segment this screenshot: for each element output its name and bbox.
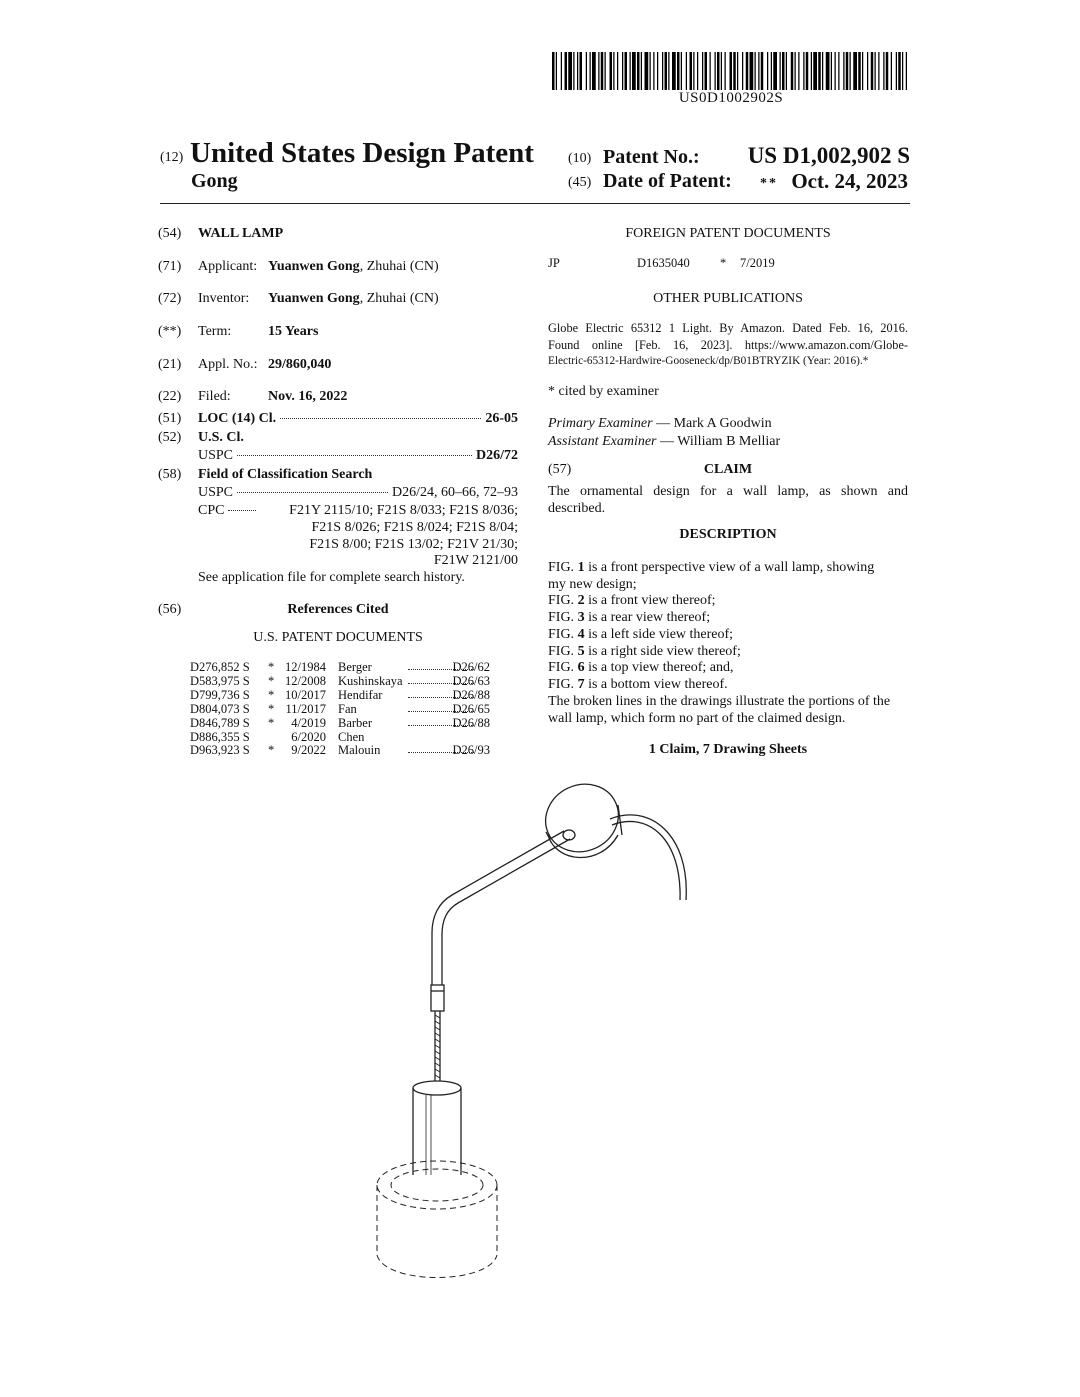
cpc-row <box>198 503 518 519</box>
reference-date: 9/2022 <box>291 743 326 758</box>
reference-no: D804,073 S <box>190 701 250 716</box>
barcode-bar <box>705 52 708 90</box>
reference-class: D26/93 <box>452 743 490 758</box>
barcode-bar <box>577 52 578 90</box>
appl-value: 29/860,040 <box>268 357 332 372</box>
reference-star: * <box>268 673 275 688</box>
barcode-bar <box>665 52 668 90</box>
other-publication-line-3: Electric-65312-Hardwire-Gooseneck/dp/B01BTRYZIK (Year: 2016).* <box>548 355 869 367</box>
loc-label: LOC (14) Cl. <box>198 411 277 426</box>
reference-name: Berger <box>338 660 372 674</box>
reference-date: 10/2017 <box>285 687 326 702</box>
barcode-bar <box>733 52 736 90</box>
barcode-bar <box>657 52 658 90</box>
uspc-row <box>198 448 518 464</box>
title-code: (54) <box>158 226 182 241</box>
other-publication-line-2: Found online [Feb. 16, 2023]. https://www.amazon.com/Globe- <box>548 337 908 352</box>
primary-examiner-label: Primary Examiner <box>548 416 653 431</box>
barcode-bar <box>632 52 636 90</box>
foreign-doc-star: * <box>720 256 727 270</box>
barcode-bar <box>871 52 874 90</box>
figure-description-line <box>548 593 910 610</box>
applicant-code: (71) <box>158 259 182 274</box>
assistant-examiner-label: Assistant Examiner <box>548 434 657 449</box>
inventor-field <box>268 291 439 307</box>
barcode-bar <box>755 52 756 90</box>
barcode-bar <box>818 52 821 90</box>
figure-post: is a left side view thereof; <box>584 626 734 642</box>
barcode-bar <box>761 52 764 90</box>
field-uspc-row <box>198 485 518 501</box>
reference-class: D26/63 <box>452 673 490 688</box>
reference-row <box>190 660 490 674</box>
barcode-bar <box>875 52 876 90</box>
figure-n: 2 <box>577 593 585 609</box>
barcode-bar <box>902 52 903 90</box>
figure-n: 5 <box>577 643 585 659</box>
reference-row <box>190 730 490 744</box>
barcode-number: US0D1002902S <box>678 90 784 106</box>
applicant-field <box>268 259 439 275</box>
appl-code: (21) <box>158 357 182 372</box>
reference-name: Fan <box>338 701 357 716</box>
barcode-bar <box>826 52 830 90</box>
barcode-bar <box>846 52 849 90</box>
barcode-bar <box>750 52 754 90</box>
reference-no: D276,852 S <box>190 660 250 674</box>
barcode-bar <box>822 52 823 90</box>
inventor-name: Yuanwen Gong <box>268 291 360 306</box>
barcode-bar <box>858 52 861 90</box>
figure-post: is a right side view thereof; <box>584 643 741 659</box>
barcode-bar <box>898 52 901 90</box>
field-uspc-label: USPC <box>198 485 234 500</box>
applicant-name: Yuanwen Gong <box>268 259 360 274</box>
barcode-bar <box>786 52 787 90</box>
reference-date: 12/1984 <box>285 660 326 674</box>
barcode-bar <box>896 52 897 90</box>
other-publication-line-1: Globe Electric 65312 1 Light. By Amazon. Dated Feb. 16, 2016. <box>548 321 908 335</box>
patent-no-label: Patent No.: <box>603 146 700 168</box>
appl-label: Appl. No.: <box>198 357 258 372</box>
barcode-bar <box>782 52 785 90</box>
reference-star: * <box>268 715 275 730</box>
broken-lines-note <box>548 694 910 727</box>
cpc-line-1: F21Y 2115/10; F21S 8/033; F21S 8/036; <box>289 503 518 518</box>
barcode-bar <box>717 52 720 90</box>
barcode-bar <box>813 52 817 90</box>
broken-lines-line-2: wall lamp, which form no part of the claimed design. <box>548 710 846 726</box>
term-label: Term: <box>198 324 232 339</box>
figure-pre: FIG. <box>548 643 578 659</box>
foreign-doc-number: D1635040 <box>637 256 690 270</box>
reference-date: 4/2019 <box>291 715 326 730</box>
description-heading: DESCRIPTION <box>679 527 777 542</box>
barcode-bar <box>573 52 574 90</box>
barcode-bar <box>668 52 669 90</box>
barcode-bar <box>710 52 711 90</box>
barcode-bar <box>886 52 889 90</box>
barcode-bar <box>758 52 759 90</box>
cpc-line-4: F21W 2121/00 <box>433 553 518 568</box>
barcode-bar <box>715 52 716 90</box>
loc-value: 26-05 <box>485 411 518 426</box>
figure-pre: FIG. <box>548 610 578 626</box>
filed-code: (22) <box>158 389 182 404</box>
reference-no: D583,975 S <box>190 673 250 688</box>
reference-star: * <box>268 701 275 716</box>
barcode-bar <box>850 52 851 90</box>
reference-date: 12/2008 <box>285 673 326 688</box>
reference-row <box>190 674 490 688</box>
figure-pre: FIG. <box>548 676 578 692</box>
figure-descriptions <box>548 560 910 694</box>
figure-description-line <box>548 560 910 577</box>
date-code: (45) <box>568 175 592 190</box>
date-label: Date of Patent: <box>603 170 732 192</box>
reference-star: * <box>268 743 275 758</box>
cpc-label: CPC <box>198 503 225 518</box>
barcode-bar <box>853 52 857 90</box>
barcode-bar <box>556 52 557 90</box>
filed-label: Filed: <box>198 389 231 404</box>
barcode-bar <box>561 52 562 90</box>
barcode-bar <box>798 52 799 90</box>
barcode-bar <box>690 52 693 90</box>
filed-value: Nov. 16, 2022 <box>268 389 348 404</box>
barcode-bar <box>780 52 781 90</box>
figure-post: my new design; <box>548 576 637 592</box>
figure-n: 6 <box>577 660 585 676</box>
barcode-bar <box>803 52 804 90</box>
primary-examiner-name: — Mark A Goodwin <box>656 416 772 431</box>
patent-no-value: US D1,002,902 S <box>747 143 910 168</box>
barcode-bar <box>831 52 832 90</box>
barcode-bar <box>590 52 591 90</box>
figure-description-line <box>548 677 910 694</box>
patent-no-code: (10) <box>568 151 592 166</box>
figure-post: is a front perspective view of a wall lamp, showing <box>584 560 875 575</box>
reference-no: D846,789 S <box>190 715 250 730</box>
figure-pre: FIG. <box>548 560 578 575</box>
barcode-bar <box>650 52 651 90</box>
barcode-bar <box>721 52 722 90</box>
references-cited-heading: References Cited <box>287 602 389 617</box>
see-application-note: See application file for complete search history. <box>198 570 465 585</box>
barcode <box>552 52 910 90</box>
assistant-examiner <box>548 434 780 450</box>
barcode-bar <box>811 52 812 90</box>
reference-date: 11/2017 <box>285 701 326 716</box>
loc-row <box>198 411 518 427</box>
term-value: 15 Years <box>268 324 319 339</box>
document-title: United States Design Patent <box>190 137 534 169</box>
claim-text <box>548 484 908 517</box>
arm-joint <box>431 985 444 1011</box>
reference-row <box>190 716 490 730</box>
barcode-bar <box>580 52 583 90</box>
barcode-bar <box>883 52 884 90</box>
figure-n: 7 <box>577 676 585 692</box>
barcode-bar <box>586 52 587 90</box>
barcode-bar <box>746 52 749 90</box>
reference-no: D886,355 S <box>190 729 250 744</box>
claims-sheets-summary: 1 Claim, 7 Drawing Sheets <box>648 742 808 757</box>
barcode-bar <box>791 52 794 90</box>
gooseneck-arm <box>432 831 570 990</box>
barcode-bar <box>773 52 777 90</box>
reference-no: D963,923 S <box>190 743 250 758</box>
barcode-bar <box>771 52 772 90</box>
barcode-bar <box>601 52 604 90</box>
reference-name: Hendifar <box>338 687 383 702</box>
reference-row <box>190 688 490 702</box>
uscl-code: (52) <box>158 430 182 445</box>
term-code: (**) <box>158 324 182 339</box>
reference-star: * <box>268 687 275 702</box>
barcode-bar <box>693 52 694 90</box>
reference-name: Barber <box>338 715 373 730</box>
inventor-label: Inventor: <box>198 291 250 306</box>
barcode-bar <box>598 52 599 90</box>
claim-line-2: described. <box>548 500 606 516</box>
reference-class: D26/88 <box>452 687 490 702</box>
barcode-bar <box>552 52 555 90</box>
uspc-label: USPC <box>198 448 234 463</box>
barcode-bar <box>730 52 733 90</box>
barcode-bar <box>641 52 642 90</box>
reference-class: D26/88 <box>452 715 490 730</box>
barcode-bar <box>622 52 623 90</box>
claim-line-1: The ornamental design for a wall lamp, as shown and <box>548 484 908 499</box>
reference-row <box>190 743 490 757</box>
barcode-bar <box>862 52 863 90</box>
barcode-bar <box>592 52 596 90</box>
wall-lamp-drawing <box>360 775 720 1295</box>
field-label: Field of Classification Search <box>198 467 373 482</box>
lamp-socket <box>413 1081 461 1175</box>
wall-plate <box>535 775 630 864</box>
reference-no: D799,736 S <box>190 687 250 702</box>
foreign-doc-date: 7/2019 <box>740 256 775 270</box>
inventor-code: (72) <box>158 291 182 306</box>
applicant-location: , Zhuhai (CN) <box>359 259 439 274</box>
barcode-bar <box>737 52 738 90</box>
reference-class: D26/62 <box>452 660 490 674</box>
barcode-bar <box>610 52 613 90</box>
reference-name: Kushinskaya <box>338 673 403 688</box>
figure-pre: FIG. <box>548 660 578 676</box>
barcode-bar <box>645 52 649 90</box>
figure-post: is a top view thereof; and, <box>584 660 734 676</box>
loc-code: (51) <box>158 411 182 426</box>
reference-row <box>190 702 490 716</box>
barcode-bar <box>867 52 868 90</box>
foreign-country: JP <box>548 256 560 270</box>
date-stars: ** <box>760 176 778 191</box>
reference-star: * <box>268 660 275 674</box>
barcode-bar <box>613 52 614 90</box>
date-value: Oct. 24, 2023 <box>791 169 908 193</box>
barcode-bar <box>568 52 572 90</box>
claim-code: (57) <box>548 462 572 477</box>
figure-post: is a rear view thereof; <box>584 610 711 626</box>
barcode-bar <box>843 52 844 90</box>
barcode-bar <box>625 52 628 90</box>
figure-pre: FIG. <box>548 626 578 642</box>
foreign-docs-heading: FOREIGN PATENT DOCUMENTS <box>625 226 831 241</box>
other-publications-heading: OTHER PUBLICATIONS <box>653 291 803 306</box>
barcode-bar <box>617 52 618 90</box>
figure-description-line <box>548 660 910 677</box>
barcode-bar <box>605 52 606 90</box>
figure-n: 1 <box>577 560 585 575</box>
applicant-label: Applicant: <box>198 259 258 274</box>
barcode-bar <box>742 52 743 90</box>
figure-description-line <box>548 644 910 661</box>
us-patent-docs-heading: U.S. PATENT DOCUMENTS <box>253 630 423 645</box>
field-uspc-value: D26/24, 60–66, 72–93 <box>392 485 518 500</box>
barcode-bar <box>637 52 640 90</box>
applicant-short: Gong <box>191 170 238 192</box>
reference-name: Malouin <box>338 743 381 758</box>
figure-description-line <box>548 627 910 644</box>
barcode-bar <box>672 52 676 90</box>
barcode-bar <box>697 52 698 90</box>
barcode-bar <box>906 52 907 90</box>
figure-description-line <box>548 610 910 627</box>
cpc-line-2: F21S 8/026; F21S 8/024; F21S 8/04; <box>311 520 518 535</box>
cpc-line-3: F21S 8/00; F21S 13/02; F21V 21/30; <box>309 537 518 552</box>
assistant-examiner-name: — William B Melliar <box>660 434 781 449</box>
figure-n: 3 <box>577 610 585 626</box>
reference-name: Chen <box>338 729 365 744</box>
reference-date: 6/2020 <box>291 729 326 744</box>
other-publication <box>548 320 908 370</box>
figure-pre: FIG. <box>548 593 578 609</box>
barcode-bar <box>662 52 663 90</box>
kind-code: (12) <box>160 150 184 165</box>
refs-code: (56) <box>158 602 182 617</box>
lamp-shade <box>377 1161 497 1278</box>
barcode-bar <box>630 52 631 90</box>
broken-lines-line-1: The broken lines in the drawings illustrate the portions of the <box>548 694 891 709</box>
figure-post: is a front view thereof; <box>584 593 716 609</box>
barcode-bar <box>838 52 839 90</box>
barcode-bar <box>677 52 680 90</box>
field-code: (58) <box>158 467 182 482</box>
primary-examiner <box>548 416 772 432</box>
uscl-label: U.S. Cl. <box>198 430 244 445</box>
barcode-bar <box>702 52 703 90</box>
barcode-bar <box>681 52 682 90</box>
reference-class: D26/65 <box>452 701 490 716</box>
figure-post: is a bottom view thereof. <box>584 676 728 692</box>
figure-description-line <box>548 577 910 594</box>
inventor-location: , Zhuhai (CN) <box>359 291 439 306</box>
barcode-bar <box>565 52 568 90</box>
claim-heading: CLAIM <box>703 462 753 477</box>
barcode-bar <box>686 52 687 90</box>
barcode-bar <box>891 52 892 90</box>
cited-by-examiner: * cited by examiner <box>548 384 659 399</box>
barcode-bar <box>795 52 796 90</box>
figure-n: 4 <box>577 626 585 642</box>
uspc-value: D26/72 <box>476 448 518 463</box>
design-title: WALL LAMP <box>198 226 284 241</box>
barcode-bar <box>725 52 726 90</box>
barcode-bar <box>806 52 809 90</box>
barcode-bar <box>767 52 768 90</box>
barcode-bar <box>835 52 836 90</box>
threaded-rod <box>435 1011 440 1087</box>
barcode-bar <box>878 52 879 90</box>
header-rule <box>160 203 910 204</box>
barcode-bar <box>653 52 654 90</box>
